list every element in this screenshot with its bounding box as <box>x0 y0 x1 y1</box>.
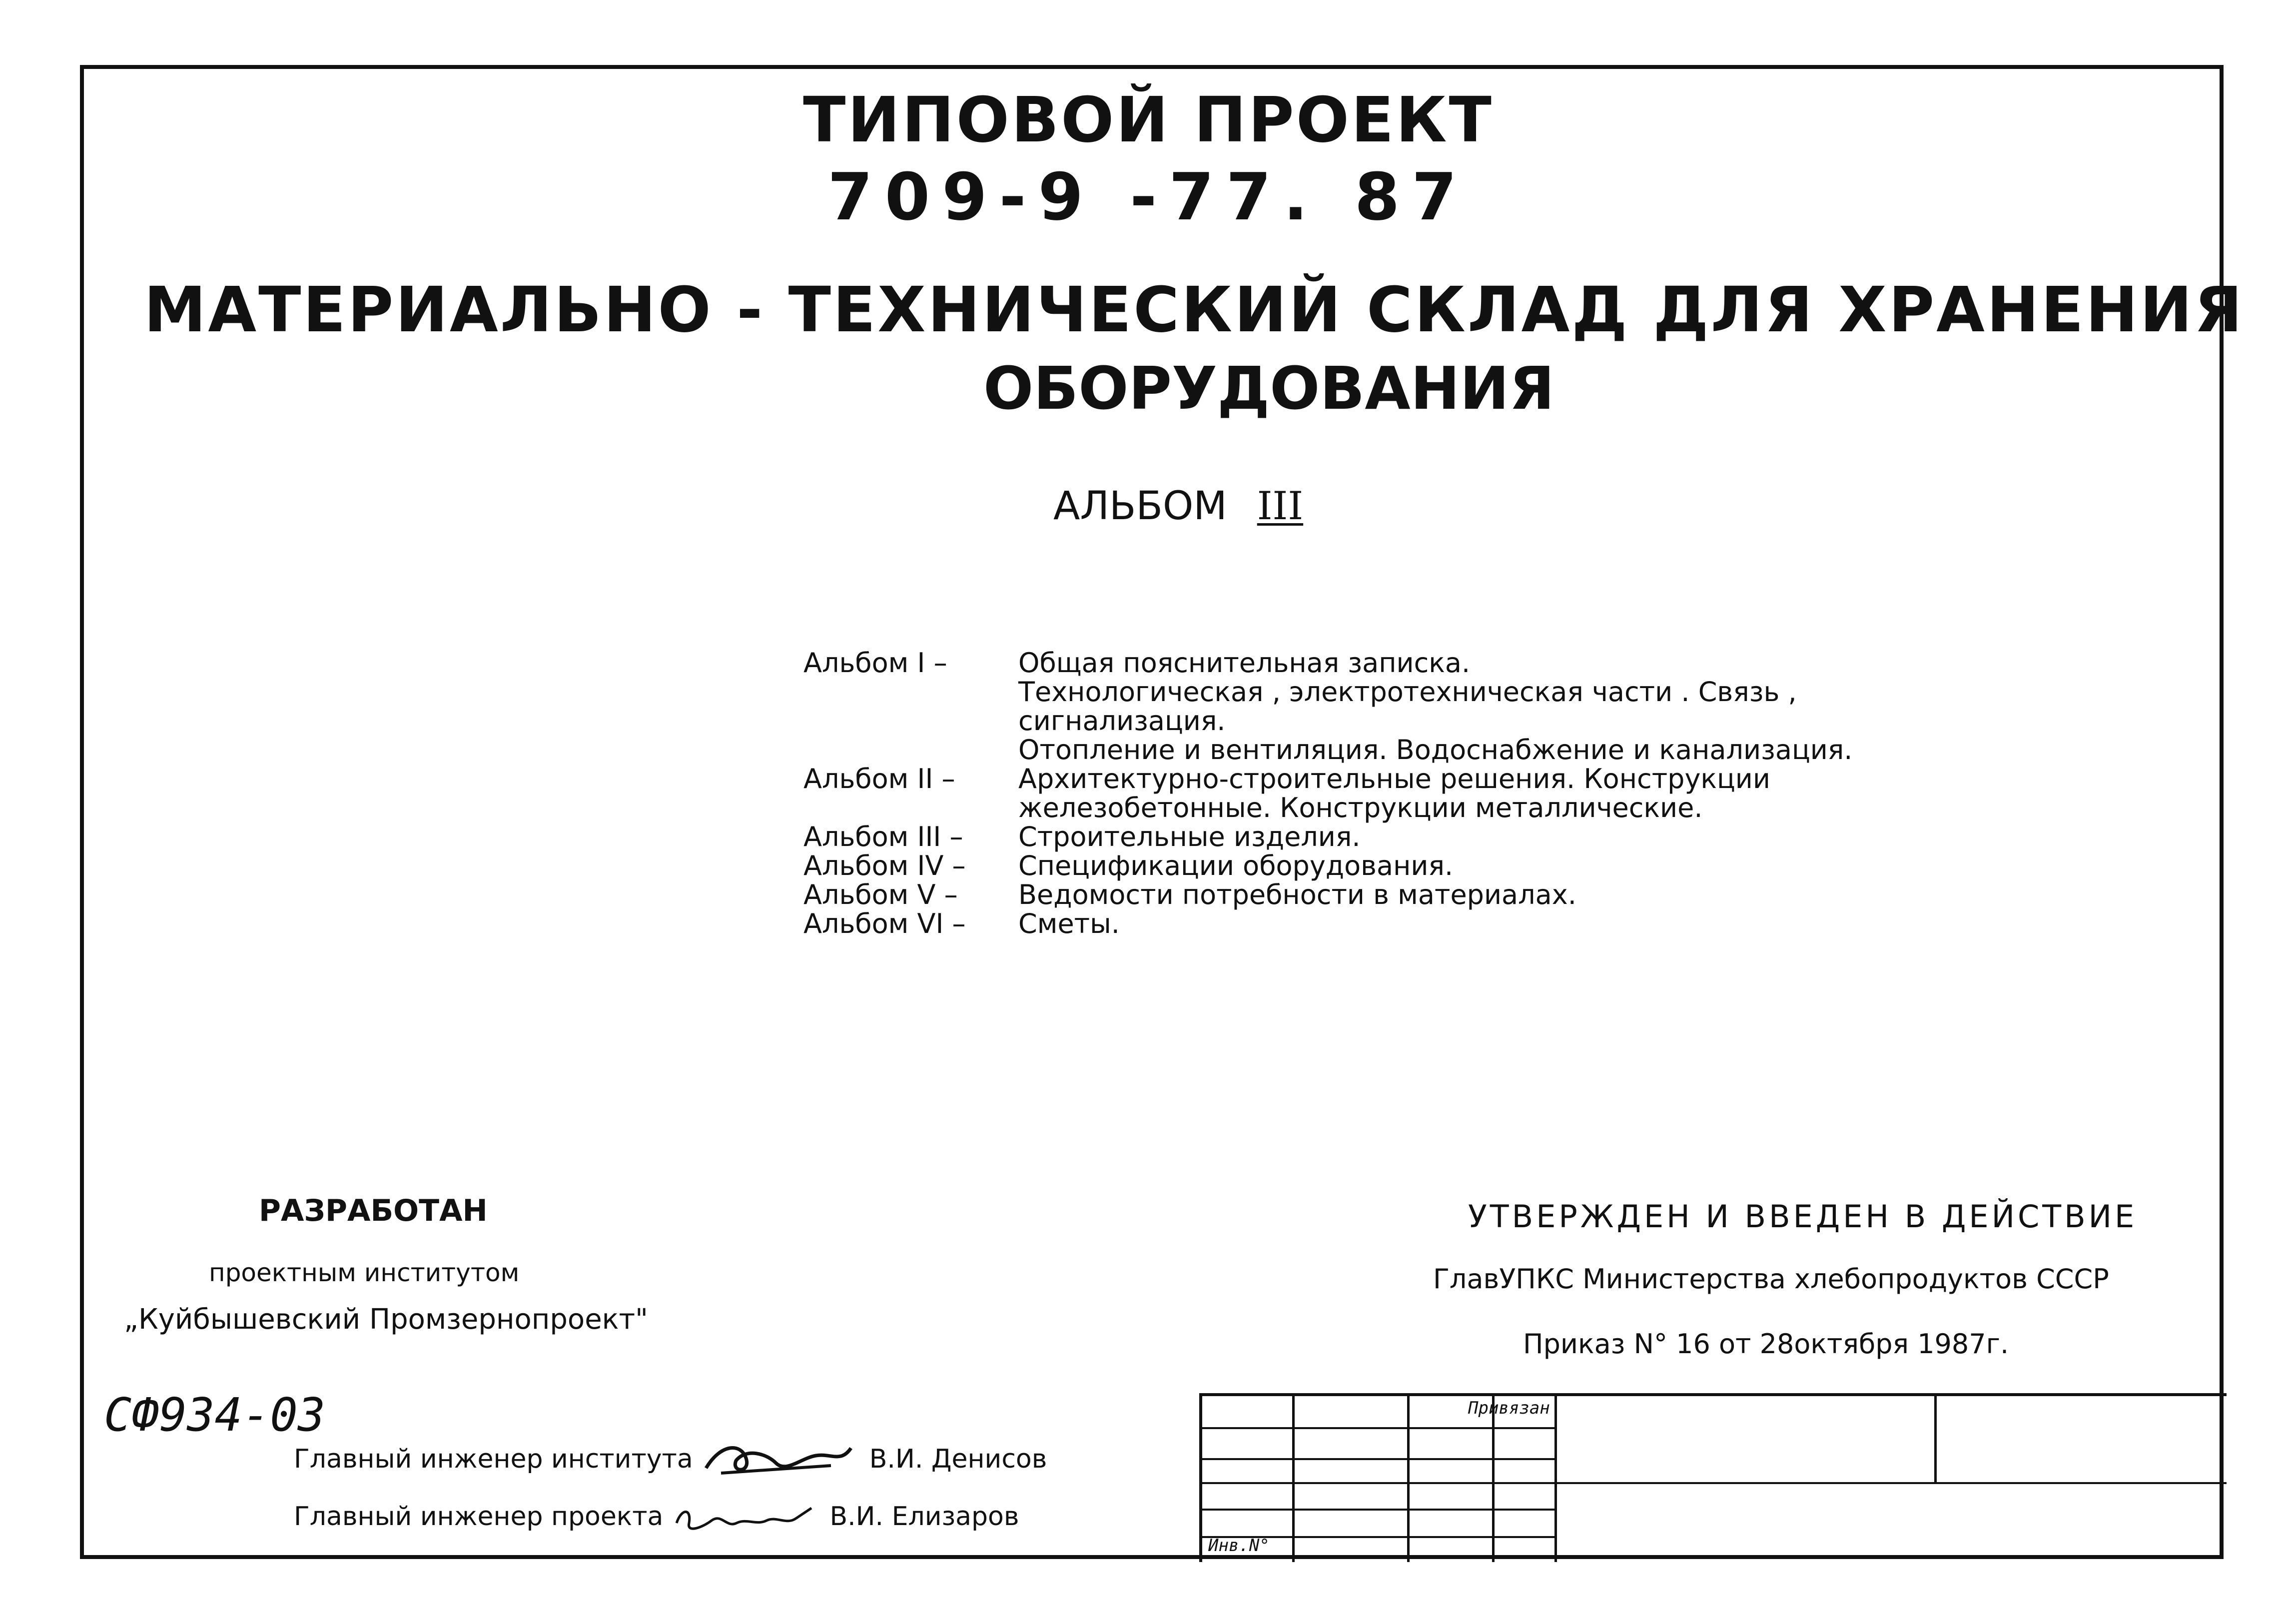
inventory-number-label: Инв.N° <box>1208 1536 1270 1556</box>
chief-engineer-institute-role: Главный инженер института <box>294 1444 693 1474</box>
list-item: Альбом V – Ведомости потребности в материалах. <box>803 879 1576 910</box>
developed-by-title: РАЗРАБОТАН <box>259 1193 488 1228</box>
project-number: 709-9 -77. 87 <box>827 159 1469 235</box>
chief-engineer-project <box>294 1498 1019 1538</box>
list-item: Альбом VI – Сметы. <box>803 908 1120 939</box>
approval-title: УТВЕРЖДЕН И ВВЕДЕН В ДЕЙСТВИЕ <box>1468 1198 2138 1235</box>
list-item: Отопление и вентиляция. Водоснабжение и канализация. <box>1018 734 1853 766</box>
chief-engineer-institute-name: В.И. Денисов <box>869 1444 1047 1474</box>
album-label: АЛЬБОМ <box>1053 484 1227 529</box>
archive-code: СФ934-03 <box>104 1388 326 1442</box>
chief-engineer-project-name: В.И. Елизаров <box>829 1502 1019 1532</box>
signature-icon <box>701 1438 861 1483</box>
chief-engineer-project-role: Главный инженер проекта <box>294 1502 664 1532</box>
project-name-line2: ОБОРУДОВАНИЯ <box>983 354 1555 423</box>
drawing-frame <box>80 65 2245 1559</box>
list-item: Альбом III – Строительные изделия. <box>803 821 1361 852</box>
developed-by-institute: „Куйбышевский Промзернопроект" <box>124 1303 648 1336</box>
developed-by-line1: проектным институтом <box>209 1258 520 1287</box>
list-item: железобетонные. Конструкции металлические. <box>1018 792 1703 823</box>
linked-label: Привязан <box>1468 1398 1550 1418</box>
title-block-stamp <box>1199 1393 2227 1562</box>
list-item: Технологическая , электротехническая части . Связь , <box>1018 676 1797 708</box>
approval-order: Приказ N° 16 от 28октября 1987г. <box>1523 1328 2009 1360</box>
list-item: сигнализация. <box>1018 705 1226 737</box>
signature-icon <box>672 1498 821 1538</box>
project-name-line1: МАТЕРИАЛЬНО - ТЕХНИЧЕСКИЙ СКЛАД ДЛЯ ХРАНЕНИЯ <box>144 274 2245 346</box>
album-list <box>803 649 1852 938</box>
approval-authority: ГлавУПКС Министерства хлебопродуктов СССР <box>1433 1263 2109 1295</box>
album-heading <box>1053 484 1303 529</box>
title-typical-project: ТИПОВОЙ ПРОЕКТ <box>803 84 1494 156</box>
chief-engineer-institute <box>294 1438 1047 1483</box>
album-number: III <box>1257 484 1304 529</box>
list-item: Альбом II – Архитектурно-строительные решения. Конструкции <box>803 763 1770 795</box>
list-item: Альбом I – Общая пояснительная записка. <box>803 647 1471 679</box>
list-item: Альбом IV – Спецификации оборудования. <box>803 850 1454 881</box>
